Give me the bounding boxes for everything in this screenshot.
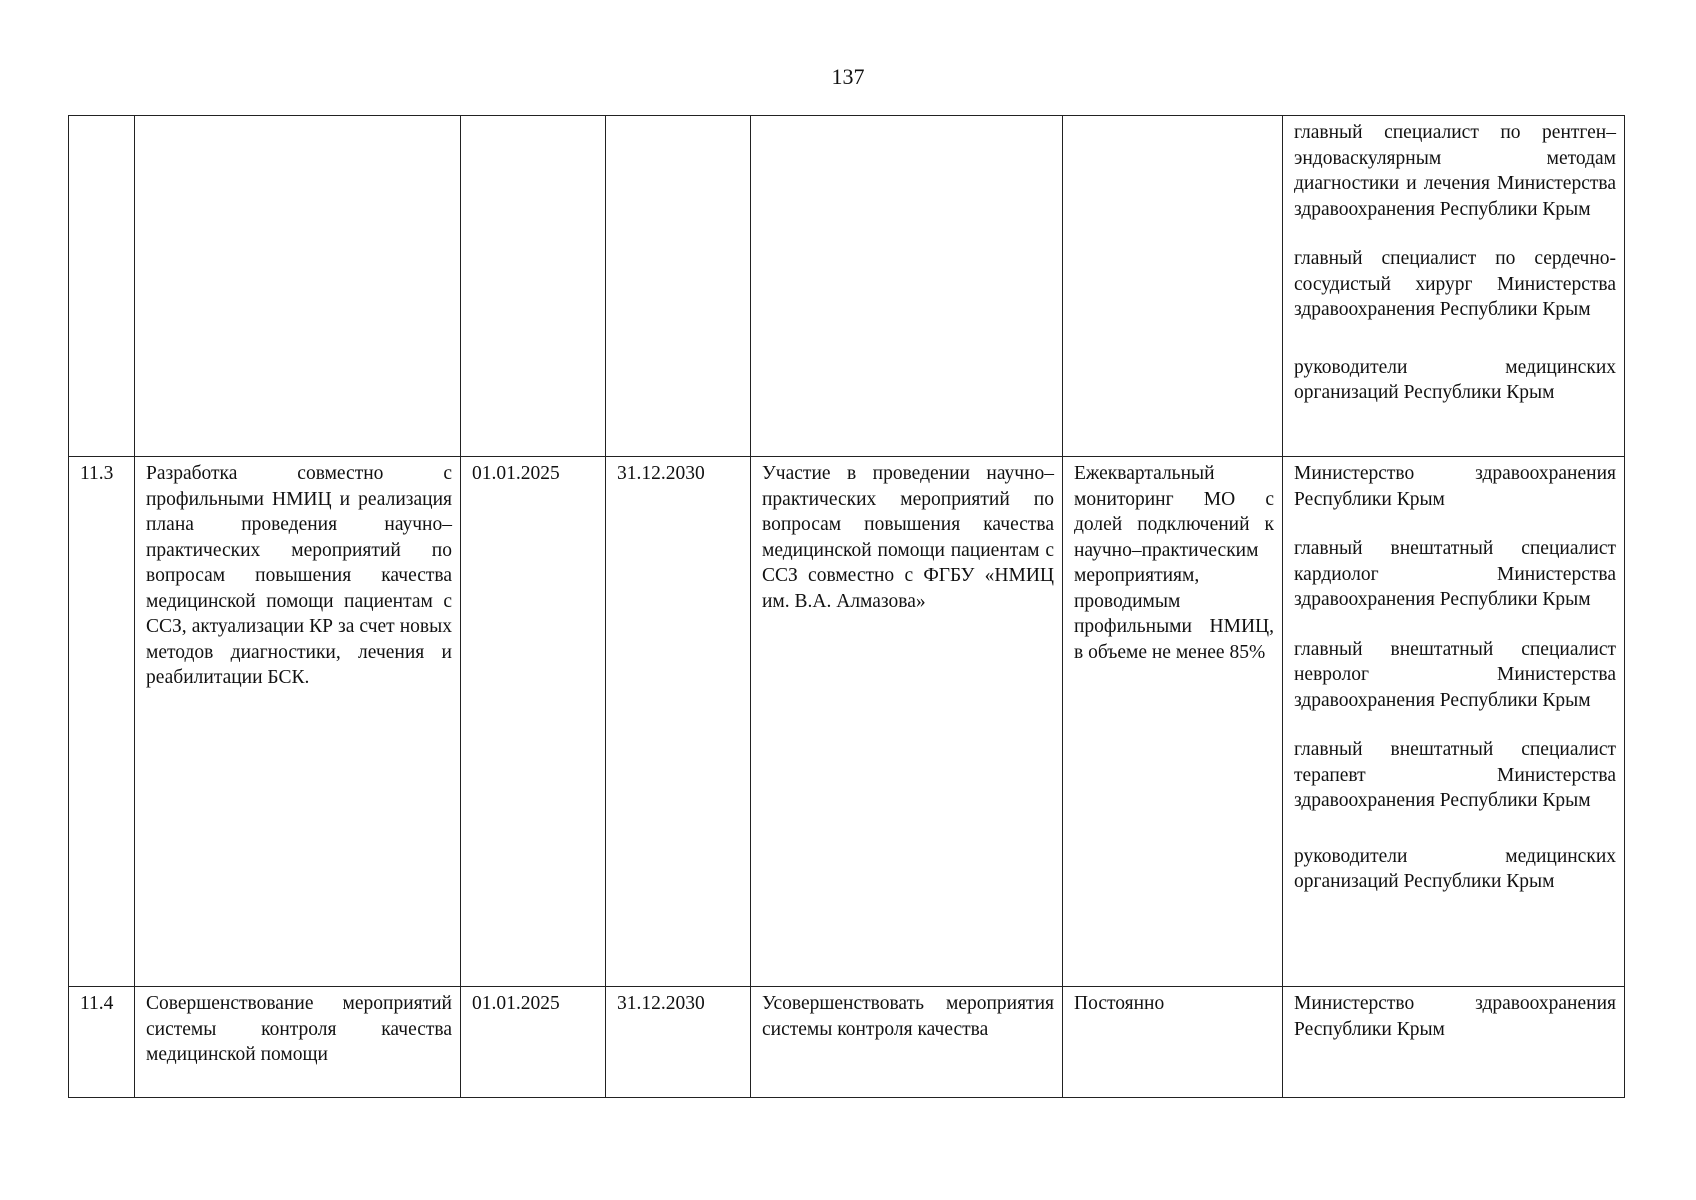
end-date (606, 116, 751, 457)
table-row (69, 116, 1625, 457)
start-date (461, 116, 606, 457)
table-row (69, 987, 1625, 1098)
start-date: 01.01.2025 (461, 987, 606, 1098)
responsible-entry: Министерство здравоохранения Республики Крым (1294, 993, 1616, 1040)
responsible-entry: руководители медицинских организаций Республики Крым (1294, 356, 1616, 403)
measure-name: Разработка совместно с профильными НМИЦ и реализация плана проведения научно– практических мероприятий по вопросам повышения качества медицинской помощи пациентам с ССЗ, актуализации КР за счет новых методов диагностики, лечения и реабилитации БСК. (135, 457, 461, 987)
responsible-entry: главный внештатный специалист терапевт Министерства здравоохранения Республики Крым (1294, 739, 1616, 811)
responsible-entry: руководители медицинских организаций Республики Крым (1294, 845, 1616, 892)
row-number: 11.3 (69, 457, 135, 987)
row-number: 11.4 (69, 987, 135, 1098)
expected-result: Усовершенствовать мероприятия системы контроля качества (751, 987, 1063, 1098)
responsible-entry: главный специалист по рентген–эндоваскулярным методам диагностики и лечения Министерства здравоохранения Республики Крым (1294, 122, 1616, 220)
responsible-entry: главный внештатный специалист кардиолог Министерства здравоохранения Республики Крым (1294, 538, 1616, 610)
end-date: 31.12.2030 (606, 987, 751, 1098)
responsible-cell (1283, 457, 1625, 987)
responsible-cell (1283, 987, 1625, 1098)
start-date: 01.01.2025 (461, 457, 606, 987)
expected-result: Участие в проведении научно– практических мероприятий по вопросам повышения качества медицинской помощи пациентам с ССЗ совместно с ФГБУ «НМИЦ им. В.А. Алмазова» (751, 457, 1063, 987)
responsible-entry: главный внештатный специалист невролог Министерства здравоохранения Республики Крым (1294, 638, 1616, 711)
page-number: 137 (831, 64, 865, 89)
control-indicator (1063, 116, 1283, 457)
table-row (69, 457, 1625, 987)
measure-name: Совершенствование мероприятий системы контроля качества медицинской помощи (135, 987, 461, 1098)
row-number (69, 116, 135, 457)
responsible-entry: главный специалист по сердечно-сосудистый хирург Министерства здравоохранения Республики Крым (1294, 248, 1616, 320)
end-date: 31.12.2030 (606, 457, 751, 987)
responsible-entry: Министерство здравоохранения Республики Крым (1294, 463, 1616, 510)
expected-result (751, 116, 1063, 457)
control-indicator: Ежеквартальный мониторинг МО с долей подключений к научно–практическим мероприятиям, проводимым профильными НМИЦ, в объеме не менее 85% (1063, 457, 1283, 987)
responsible-cell (1283, 116, 1625, 457)
control-indicator: Постоянно (1063, 987, 1283, 1098)
measures-table (68, 115, 1625, 1098)
measure-name (135, 116, 461, 457)
